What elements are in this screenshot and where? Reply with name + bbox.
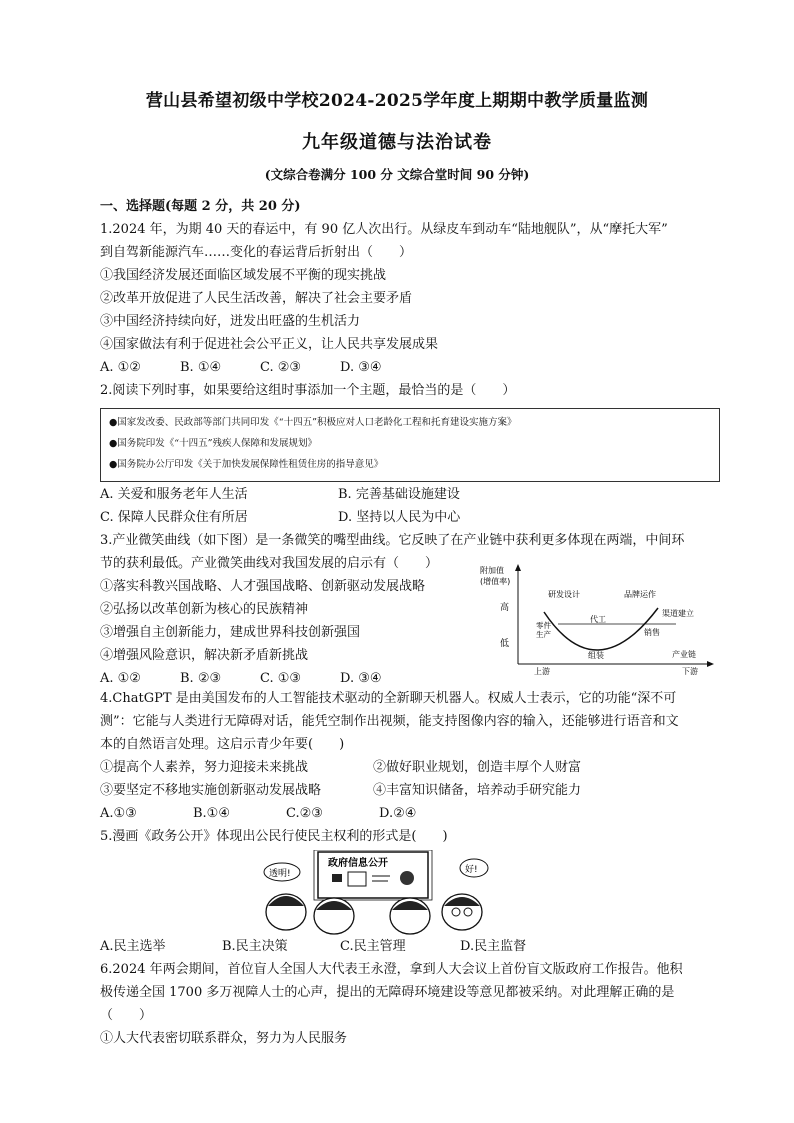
news-item: ●国务院办公厅印发《关于加快发展保障性租赁住房的指导意见》 xyxy=(109,459,384,470)
q4-option-d: D.②④ xyxy=(379,806,417,821)
q2-option-c: C. 保障人民群众住有所居 xyxy=(100,510,248,525)
chart-low-label: 低 xyxy=(500,639,510,649)
news-item: ●国家发改委、民政部等部门共同印发《“十四五”积极应对人口老龄化工程和托育建设实施方案》 xyxy=(109,417,517,428)
smile-curve-diagram xyxy=(476,560,716,676)
q5-stem: 5.漫画《政务公开》体现出公民行使民主权利的形式是( ) xyxy=(100,829,448,844)
q4-options xyxy=(100,803,720,825)
section-heading: 一、选择题(每题 2 分，共 20 分) xyxy=(100,199,301,214)
x-axis-arrow xyxy=(707,661,714,667)
exam-subtitle: 九年级道德与法治试卷 xyxy=(302,132,492,153)
q1-stem: 到自驾新能源汽车……变化的春运背后折射出（ ） xyxy=(100,245,413,260)
q1-stem: 1.2024 年，为期 40 天的春运中，有 90 亿人次出行。从绿皮车到动车“陆地舰队”，从“摩托大军” xyxy=(100,222,668,237)
q4-items-row2 xyxy=(100,780,720,802)
exam-title: 营山县希望初级中学校2024-2025学年度上期期中教学质量监测 xyxy=(145,91,649,111)
chart-high-label: 高 xyxy=(500,603,510,613)
government-info-cartoon xyxy=(262,850,492,938)
q1-option-b: B. ①④ xyxy=(180,360,222,375)
q4-stem: 测”：它能与人类进行无障碍对话，能凭空制作出视频，能支持图像内容的输入，还能够进行语音和文 xyxy=(100,714,679,729)
curve-label: 销售 xyxy=(644,628,660,637)
q3-stem: 3.产业微笑曲线（如下图）是一条微笑的嘴型曲线。它反映了在产业链中获利更多体现在两端，中间环 xyxy=(100,533,685,548)
q4-item: ④丰富知识储备，培养动手研究能力 xyxy=(373,783,582,798)
q2-options-row2 xyxy=(100,507,720,529)
q1-option-c: C. ②③ xyxy=(260,360,302,375)
q4-item: ②做好职业规划，创造丰厚个人财富 xyxy=(373,760,582,775)
q2-stem: 2.阅读下列时事，如果要给这组时事添加一个主题，最恰当的是（ ） xyxy=(100,383,516,398)
q3-item: ④增强风险意识，解决新矛盾新挑战 xyxy=(100,648,309,663)
q1-option-d: D. ③④ xyxy=(340,360,382,375)
q5-option-a: A.民主选举 xyxy=(100,939,166,954)
curve-label: 研发设计 xyxy=(548,590,580,599)
q3-stem: 节的获利最低。产业微笑曲线对我国发展的启示有（ ） xyxy=(100,556,439,571)
news-box xyxy=(100,408,720,482)
curve-label: 代工 xyxy=(590,615,606,624)
board-figure xyxy=(332,874,342,882)
chart-downstream: 下游 xyxy=(682,667,698,676)
q6-stem: （ ） xyxy=(100,1008,153,1023)
curve-label: 生产 xyxy=(536,630,551,639)
news-item: ●国务院印发《“十四五”残疾人保障和发展规划》 xyxy=(109,438,318,449)
q1-item: ④国家做法有利于促进社会公平正义，让人民共享发展成果 xyxy=(100,337,439,352)
curve-label: 品牌运作 xyxy=(624,590,656,599)
q3-item: ②弘扬以改革创新为核心的民族精神 xyxy=(100,602,309,617)
q1-item: ①我国经济发展还面临区域发展不平衡的现实挑战 xyxy=(100,268,387,283)
q5-option-c: C.民主管理 xyxy=(340,939,406,954)
q4-stem: 4.ChatGPT 是由美国发布的人工智能技术驱动的全新聊天机器人。权威人士表示，它的功能“深不可 xyxy=(100,691,677,706)
chart-upstream: 上游 xyxy=(534,667,550,676)
q1-item: ③中国经济持续向好，迸发出旺盛的生机活力 xyxy=(100,314,361,329)
q2-options-row1 xyxy=(100,484,720,506)
curve-label: 组装 xyxy=(588,651,604,660)
board-text: 政府信息公开 xyxy=(328,858,388,869)
q3-item: ③增强自主创新能力，建成世界科技创新强国 xyxy=(100,625,361,640)
q5-options xyxy=(100,936,720,958)
curve-label: 渠道建立 xyxy=(662,609,694,618)
q1-options xyxy=(100,357,720,379)
q6-stem: 极传递全国 1700 多万视障人士的心声，提出的无障碍环境建设等意见都被采纳。对此理解正确的是 xyxy=(100,985,675,1000)
q1-option-a: A. ①② xyxy=(100,360,141,375)
q3-option-d: D. ③④ xyxy=(340,671,382,686)
q4-item: ①提高个人素养，努力迎接未来挑战 xyxy=(100,760,309,775)
chart-xlabel: 产业链 xyxy=(672,650,696,659)
q2-option-b: B. 完善基础设施建设 xyxy=(338,487,460,502)
q4-items-row1 xyxy=(100,757,720,779)
exam-info: (文综合卷满分 100 分 文综合堂时间 90 分钟) xyxy=(264,167,530,182)
q4-option-c: C.②③ xyxy=(286,806,323,821)
q2-option-a: A. 关爱和服务老年人生活 xyxy=(100,487,248,502)
q5-option-d: D.民主监督 xyxy=(460,939,527,954)
q4-stem: 本的自然语言处理。这启示青少年要( ) xyxy=(100,737,345,752)
y-axis-arrow xyxy=(515,564,521,571)
q6-item: ①人大代表密切联系群众，努力为人民服务 xyxy=(100,1031,348,1046)
q5-option-b: B.民主决策 xyxy=(222,939,288,954)
q3-option-a: A. ①② xyxy=(100,671,141,686)
board-pie xyxy=(400,871,414,885)
q3-item: ①落实科教兴国战略、人才强国战略、创新驱动发展战略 xyxy=(100,579,426,594)
curve-label: 零件 xyxy=(536,621,551,630)
q2-option-d: D. 坚持以人民为中心 xyxy=(338,510,461,525)
bubble-text: 好! xyxy=(465,865,478,875)
q4-option-a: A.①③ xyxy=(100,806,137,821)
q4-item: ③要坚定不移地实施创新驱动发展战略 xyxy=(100,783,322,798)
chart-ylabel: 附加值 xyxy=(480,566,504,575)
chart-ylabel: (增值率) xyxy=(480,577,511,586)
q6-stem: 6.2024 年两会期间，首位盲人全国人大代表王永澄，拿到人大会议上首份盲文版政府工作报告。他积 xyxy=(100,962,683,977)
q3-option-c: C. ①③ xyxy=(260,671,302,686)
q3-option-b: B. ②③ xyxy=(180,671,222,686)
q4-option-b: B.①④ xyxy=(193,806,230,821)
bubble-text: 透明! xyxy=(269,869,291,879)
q1-item: ②改革开放促进了人民生活改善，解决了社会主要矛盾 xyxy=(100,291,413,306)
